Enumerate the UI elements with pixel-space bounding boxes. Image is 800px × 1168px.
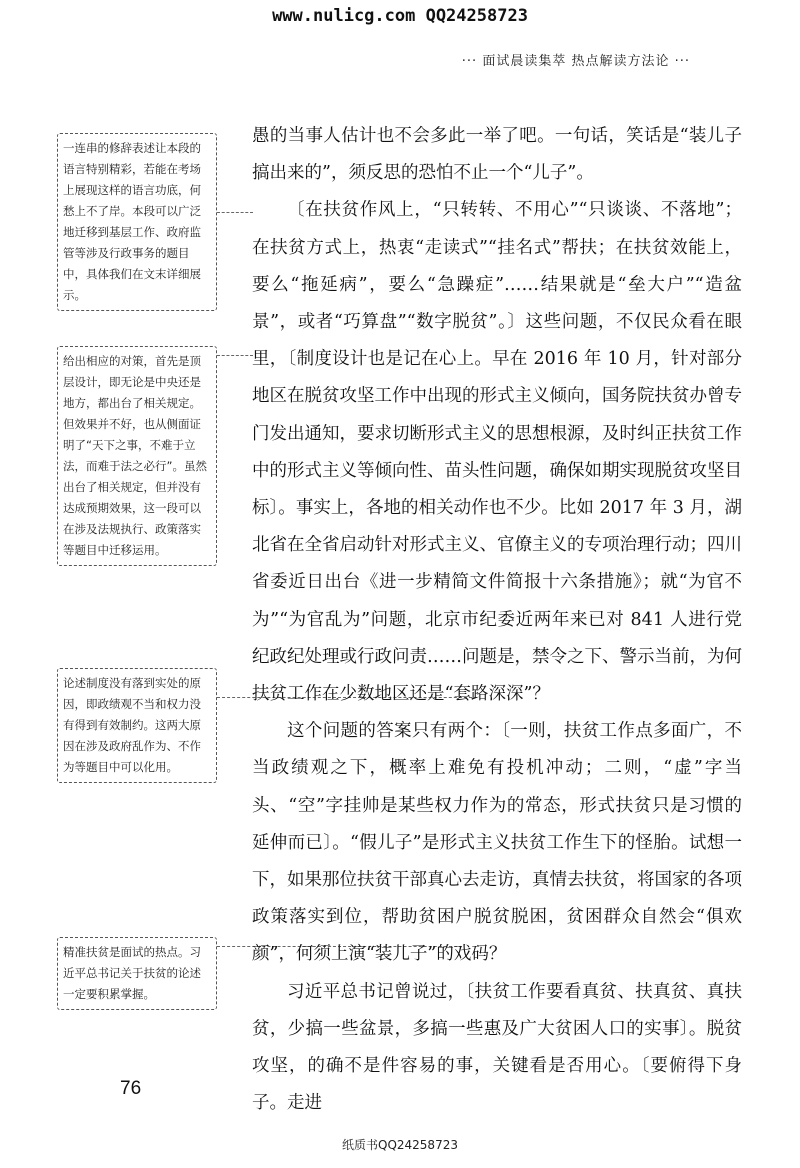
paragraph: 这个问题的答案只有两个：〔一则，扶贫工作点多面广，不当政绩观之下，概率上难免有投机冲动；二则，“虚”字当头、“空”字挂帅是某些权力作为的常态，形式扶贫只是习惯的延伸而已〕。“假儿子”是形式主义扶贫工作生下的怪胎。试想一下，如果那位扶贫干部真心去走访，真情去扶贫，将国家的各项政策落实到位，帮助贫困户脱贫脱困，贫困群众自然会“俱欢颜”，何须上演“装儿子”的戏码？: [252, 721, 742, 965]
page-number: 76: [120, 1078, 142, 1099]
running-header: ··· 面试晨读集萃 热点解读方法论 ···: [461, 54, 690, 69]
paragraph: 习近平总书记曾说过，〔扶贫工作要看真贫、扶真贫、真扶贫，少搞一些盆景，多搞一些惠及广大贫困人口的实事〕。脱贫攻坚，的确不是件容易的事，关键看是否用心。〔要俯得下身子。走进: [252, 981, 742, 1114]
watermark-top: www.nulicg.com QQ24258723: [272, 6, 528, 26]
article-body: [252, 118, 742, 1122]
leader-line: [217, 212, 253, 213]
margin-note-causes: 论述制度没有落到实处的原因，即政绩观不当和权力没有得到有效制约。这两大原因在涉及政府乱作为、不作为等题目中可以化用。: [57, 668, 217, 783]
watermark-bottom: 纸质书QQ24258723: [342, 1138, 458, 1152]
margin-note-poverty: 精准扶贫是面试的热点。习近平总书记关于扶贫的论述一定要积累掌握。: [57, 937, 217, 1010]
leader-line: [217, 355, 253, 356]
margin-note-rhetoric: 一连串的修辞表述让本段的语言特别精彩，若能在考场上展现这样的语言功底，何愁上不了岸。本段可以广泛地迁移到基层工作、政府监管等涉及行政事务的题目中，具体我们在文末详细展示。: [57, 133, 217, 311]
paragraph: 愚的当事人估计也不会多此一举了吧。一句话，笑话是“装儿子搞出来的”，须反思的恐怕不止一个“儿子”。: [252, 126, 742, 184]
paragraph: 〔在扶贫作风上，“只转转、不用心”“只谈谈、不落地”；在扶贫方式上，热衷“走读式”“挂名式”帮扶；在扶贫效能上，要么“拖延病”，要么“急躁症”……结果就是“垒大户”“造盆景”，或者“巧算盘”“数字脱贫”。〕这些问题，不仅民众看在眼里，〔制度设计也是记在心上。早在 2016 年 10 月，针对部分地区在脱贫攻坚工作中出现的形式主义倾向，国务院扶贫办曾专门发出通知，要求切断形式主义的思想根源，及时纠正扶贫工作中的形式主义等倾向性、苗头性问题，确保如期实现脱贫攻坚目标〕。事实上，各地的相关动作也不少。比如 2017 年 3 月，湖北省在全省启动针对形式主义、官僚主义的专项治理行动；四川省委近日出台《进一步精简文件简报十六条措施》；就“为官不为”“为官乱为”问题，北京市纪委近两年来已对 841 人进行党纪政纪处理或行政问责……问题是，禁令之下、警示当前，为何扶贫工作在少数地区还是“套路深深”？: [252, 200, 742, 705]
margin-note-policy: 给出相应的对策，首先是顶层设计，即无论是中央还是地方，都出台了相关规定。但效果并不好，也从侧面证明了“天下之事，不难于立法，而难于法之必行”。虽然出台了相关规定，但并没有达成预期效果，这一段可以在涉及法规执行、政策落实等题目中迁移运用。: [57, 346, 217, 566]
